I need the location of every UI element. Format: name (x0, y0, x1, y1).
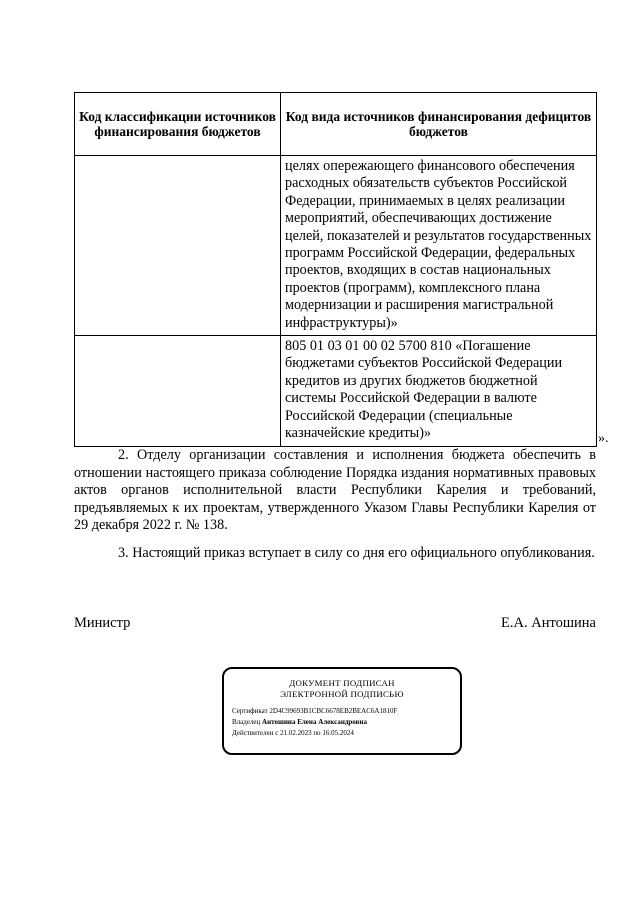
stamp-certificate-value: 2D4C99693B1CBC6678EB2BEAC6A1810F (269, 707, 398, 715)
row-2-col-1 (75, 336, 281, 446)
stamp-valid-from: 21.02.2023 (280, 729, 312, 737)
row-1-col-2: целях опережающего финансового обеспечения расходных обязательств субъектов Российской Федерации, принимаемых в целях реализации мероприятий, обеспечивающих достижение целей, показателей и результатов государственных программ Российской Федерации, федеральных проектов, входящих в состав национальных проектов (программ), комплексного плана модернизации и расширения магистральной инфраструктуры)» (281, 156, 597, 336)
header-classification-code: Код классификации источников финансирования бюджетов (75, 93, 281, 156)
electronic-signature-stamp (222, 667, 462, 755)
table-header-row (75, 93, 597, 156)
stamp-title-line-2: ЭЛЕКТРОННОЙ ПОДПИСЬЮ (280, 689, 404, 699)
stamp-certificate-row (224, 706, 460, 717)
signatory-name: Е.А. Антошина (501, 615, 596, 631)
table-row (75, 156, 597, 336)
stamp-title-line-1: ДОКУМЕНТ ПОДПИСАН (289, 678, 395, 688)
row-1-col-1 (75, 156, 281, 336)
table-closing-mark: ». (598, 431, 609, 446)
stamp-details (224, 706, 460, 739)
stamp-owner-row (224, 717, 460, 728)
sources-table (74, 92, 597, 447)
stamp-validity-row (224, 728, 460, 739)
stamp-certificate-label: Сертификат (232, 707, 268, 715)
signatory-position: Министр (74, 615, 131, 631)
paragraph-2: 2. Отделу организации составления и исполнения бюджета обеспечить в отношении настоящего приказа соблюдение Порядка издания нормативных правовых актов органов исполнительной власти Республики Карелия и требований, предъявляемых к их проектам, утвержденного Указом Главы Республики Карелия от 29 декабря 2022 г. № 138. (74, 447, 596, 534)
stamp-valid-to: 16.05.2024 (322, 729, 354, 737)
stamp-owner-label: Владелец (232, 718, 261, 726)
stamp-valid-from-label: с (275, 729, 279, 737)
row-2-col-2: 805 01 03 01 00 02 5700 810 «Погашение бюджетами субъектов Российской Федерации кредитов из других бюджетов бюджетной системы Российской Федерации в валюте Российской Федерации (специальные казначейские кредиты)» (281, 336, 597, 446)
paragraph-3: 3. Настоящий приказ вступает в силу со дня его официального опубликования. (118, 545, 595, 561)
stamp-title (224, 678, 460, 700)
stamp-valid-label: Действителен (232, 729, 274, 737)
stamp-valid-to-label: по (313, 729, 321, 737)
table-row (75, 336, 597, 446)
header-source-type-code: Код вида источников финансирования дефицитов бюджетов (281, 93, 597, 156)
stamp-owner-value: Антошина Елена Александровна (262, 718, 367, 726)
